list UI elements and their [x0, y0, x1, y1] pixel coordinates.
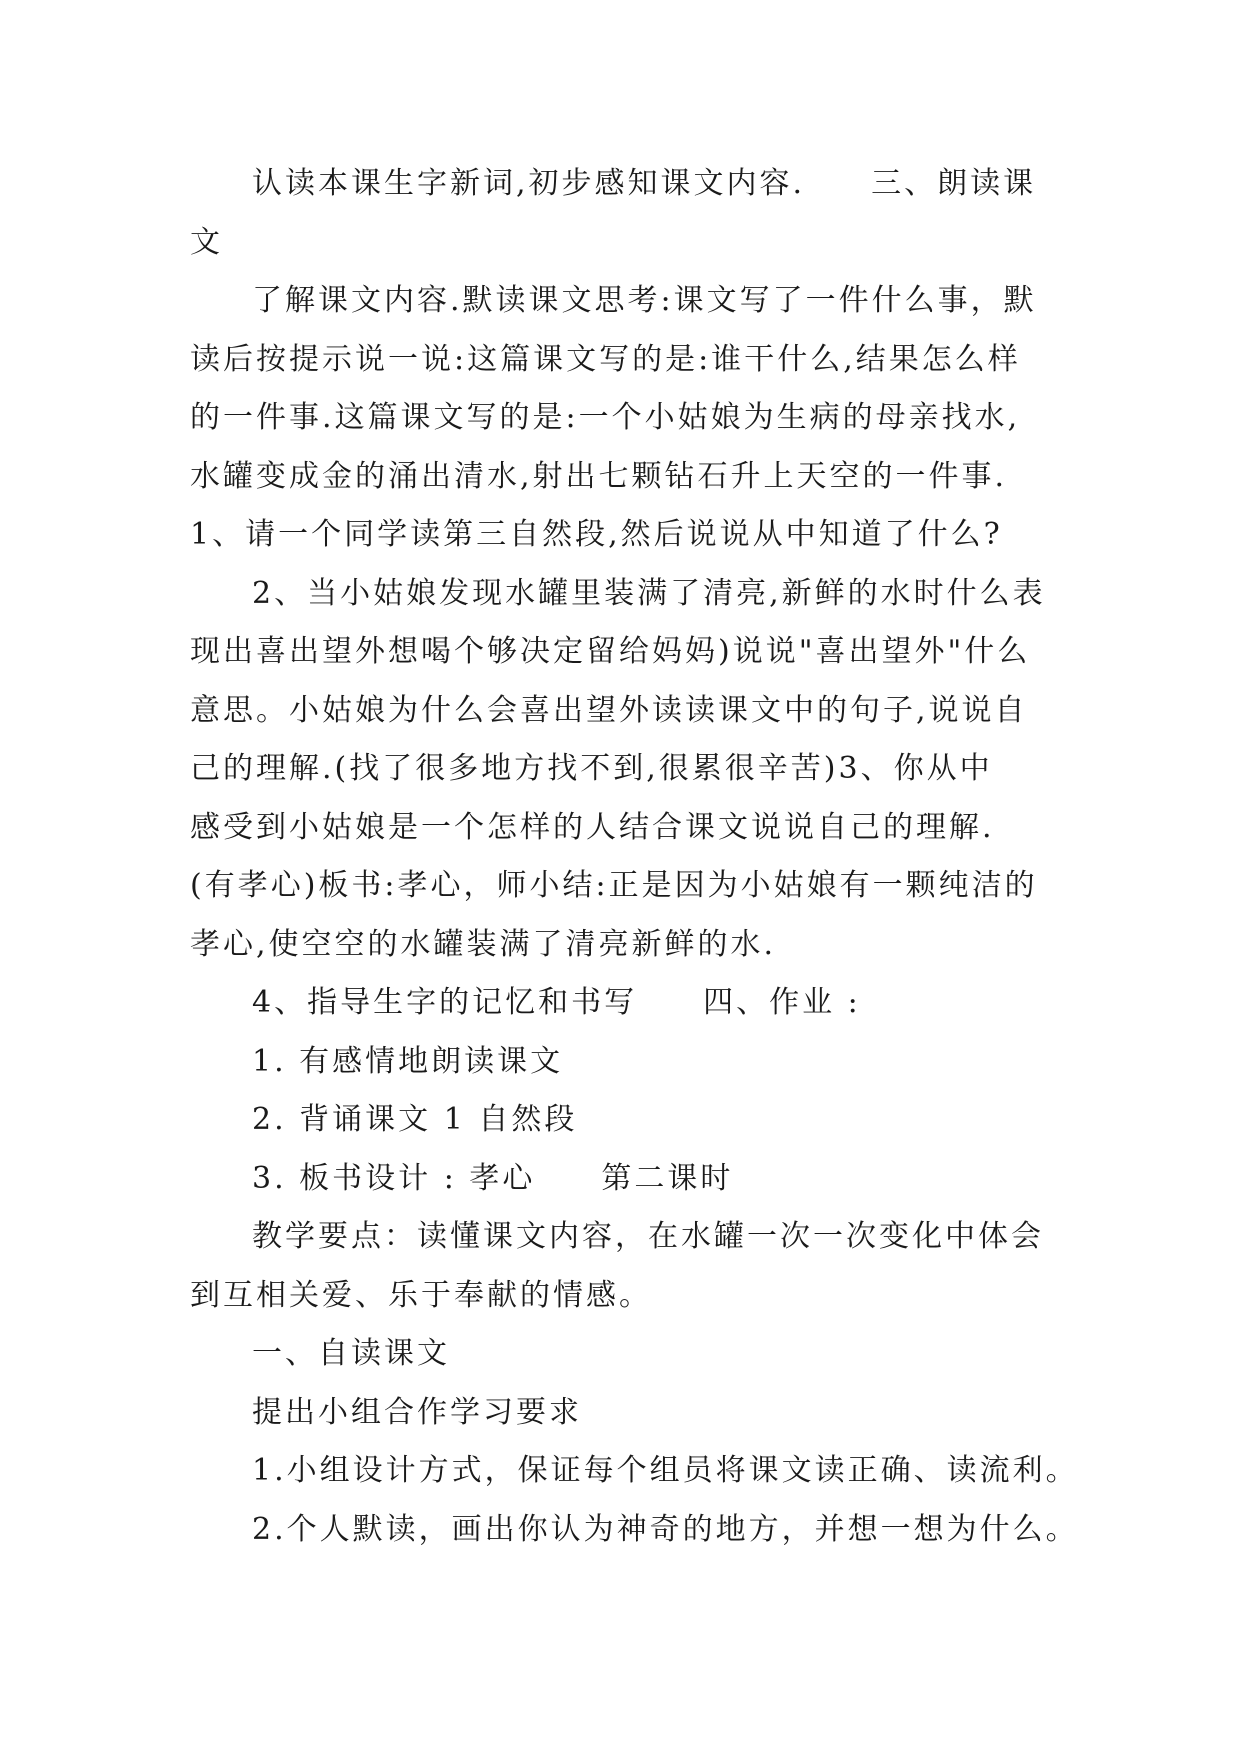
list-item: 2.个人默读，画出你认为神奇的地方，并想一想为什么。 — [252, 1511, 1079, 1547]
text-line: 提出小组合作学习要求 — [252, 1394, 582, 1430]
text-line: 教学要点：读懂课文内容，在水罐一次一次变化中体会 — [252, 1219, 1044, 1254]
text-line: 4、指导生字的记忆和书写 四、作业 : — [252, 985, 861, 1020]
text-line: 文 — [190, 224, 223, 260]
text-line: 意思。小姑娘为什么会喜出望外读读课文中的句子,说说自 — [190, 692, 1028, 728]
text-line: 感受到小姑娘是一个怎样的人结合课文说说自己的理解. — [190, 809, 995, 845]
text-line: 1、请一个同学读第三自然段,然后说说从中知道了什么? — [190, 517, 1003, 552]
text-line: (有孝心)板书:孝心，师小结:正是因为小姑娘有一颗纯洁的 — [190, 868, 1038, 903]
section-heading: 一、自读课文 — [252, 1336, 450, 1371]
text-line: 认读本课生字新词,初步感知课文内容. 三、朗读课 — [252, 166, 1037, 201]
document-body — [190, 155, 1079, 1559]
text-line: 到互相关爱、乐于奉献的情感。 — [190, 1277, 652, 1313]
list-item: 2. 背诵课文 1 自然段 — [252, 1102, 578, 1137]
list-item: 3. 板书设计 : 孝心 第二课时 — [252, 1160, 734, 1196]
text-line: 读后按提示说一说:这篇课文写的是:谁干什么,结果怎么样 — [190, 341, 1021, 377]
text-line: 水罐变成金的涌出清水,射出七颗钻石升上天空的一件事. — [190, 458, 1008, 494]
text-line: 孝心,使空空的水罐装满了清亮新鲜的水. — [190, 926, 777, 962]
text-line: 2、当小姑娘发现水罐里装满了清亮,新鲜的水时什么表 — [252, 575, 1046, 611]
text-line: 了解课文内容.默读课文思考:课文写了一件什么事，默 — [252, 283, 1037, 318]
text-line: 己的理解.(找了很多地方找不到,很累很辛苦)3、你从中 — [190, 751, 993, 786]
list-item: 1. 有感情地朗读课文 — [252, 1043, 564, 1079]
text-line: 现出喜出望外想喝个够决定留给妈妈)说说"喜出望外"什么 — [190, 634, 1031, 669]
text-line: 的一件事.这篇课文写的是:一个小姑娘为生病的母亲找水, — [190, 400, 1021, 435]
list-item: 1.小组设计方式，保证每个组员将课文读正确、读流利。 — [252, 1453, 1079, 1488]
